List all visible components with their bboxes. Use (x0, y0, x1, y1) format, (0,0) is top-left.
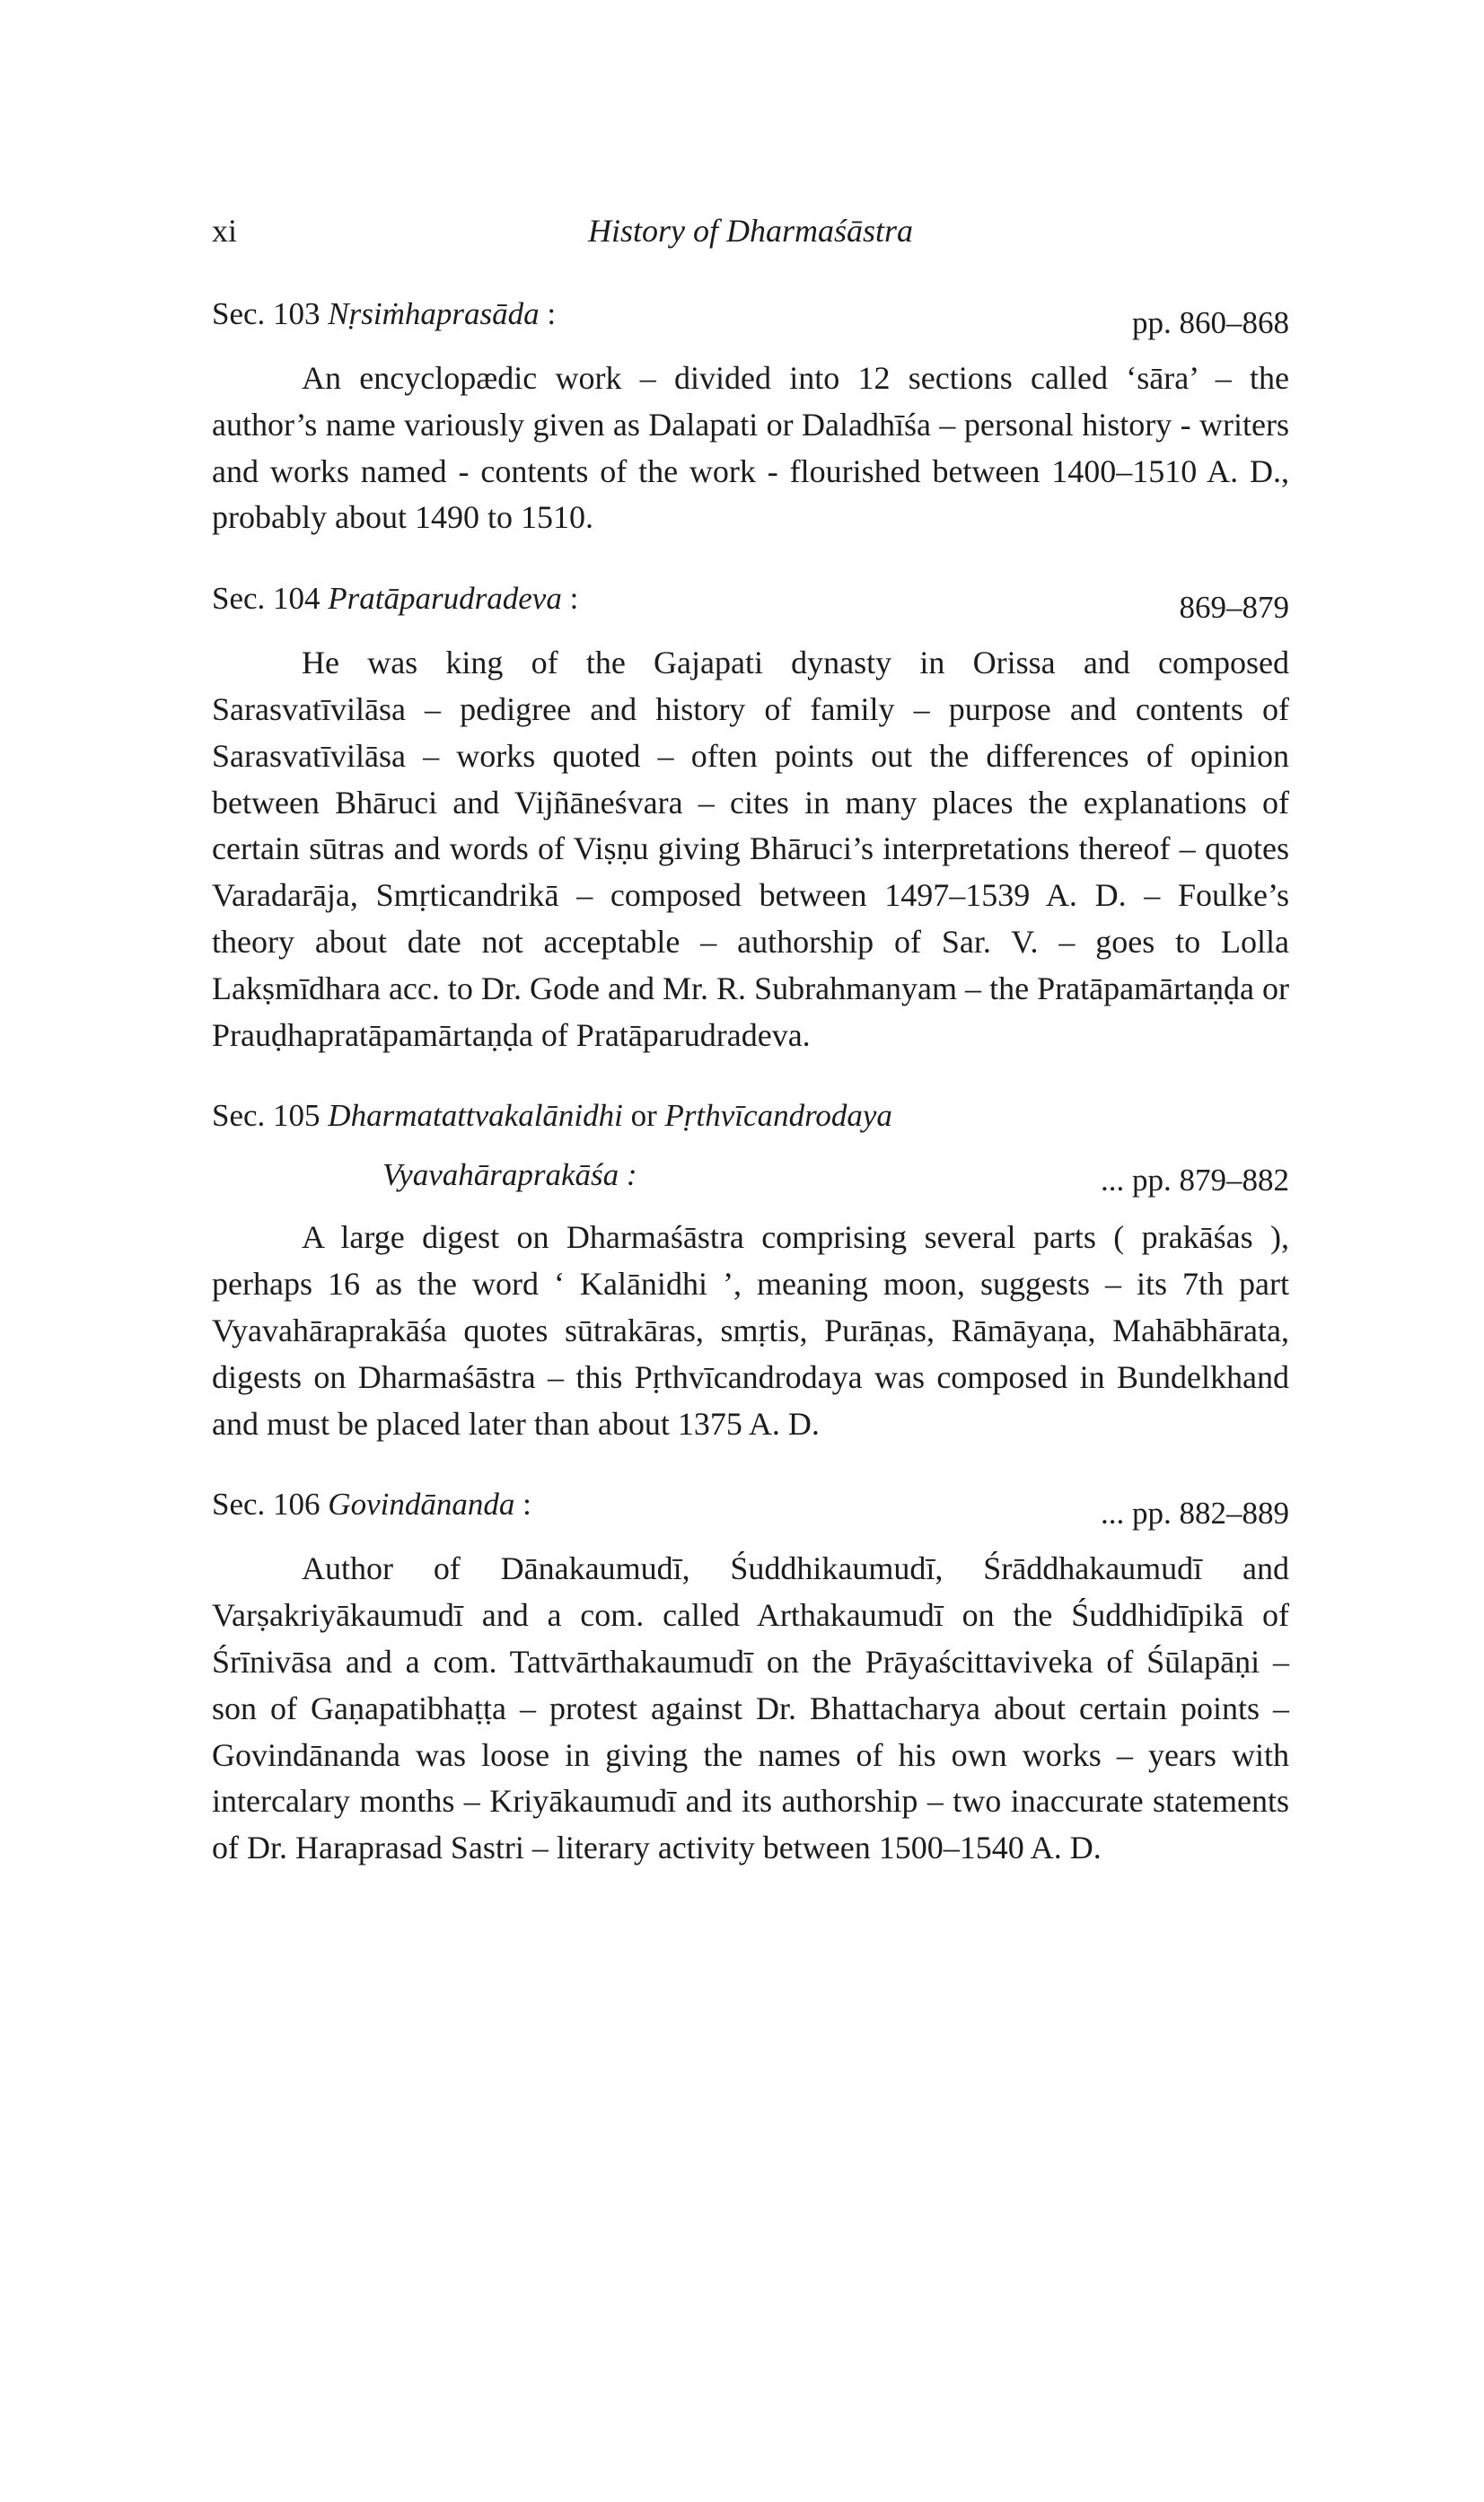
section-colon: : (522, 1487, 531, 1523)
section-summary: An encyclopædic work – divided into 12 sections called ‘sāra’ – the author’s name variously given as Dalapati or Daladhīśa – personal history - writers and works named - contents of the work - flourished between 1400–1510 A. D., probably about 1490 to 1510. (212, 360, 1289, 536)
running-head (212, 212, 1289, 266)
section-summary: Author of Dānakaumudī, Śuddhikaumudī, Śrāddhakaumudī and Varṣakriyākaumudī and a com. called Arthakaumudī on the Śuddhidīpikā of Śrīnivāsa and a com. Tattvārthakaumudī on the Prāyaścittaviveka of Śūlapāṇi – son of Gaṇapatibhaṭṭa – protest against Dr. Bhattacharya about certain points – Govindānanda was loose in giving the names of his own works – years with intercalary months – Kriyākaumudī and its authorship – two inaccurate statements of Dr. Haraprasad Sastri – literary activity between 1500–1540 A. D. (212, 1550, 1289, 1866)
section-heading (212, 1487, 1289, 1539)
section-colon: : (626, 1157, 637, 1193)
section-title: Nṛsiṁhaprasāda (328, 296, 540, 331)
section-heading-left (212, 296, 556, 332)
section-106 (212, 1487, 1289, 1872)
section-label: Sec. 106 (212, 1487, 321, 1523)
section-heading-left (212, 581, 578, 617)
section-pages: 869–879 (1179, 590, 1289, 626)
section-summary: A large digest on Dharmaśāstra comprising several parts ( prakāśas ), perhaps 16 as the word ‘ Kalānidhi ’, meaning moon, suggests – its 7th part Vyavahāraprakāśa quotes sūtrakāras, smṛtis, Purāṇas, Rāmāyaṇa, Mahābhārata, digests on Dharmaśāstra – this Pṛthvīcandrodaya was composed in Bundelkhand and must be placed later than about 1375 A. D. (212, 1219, 1289, 1442)
section-title: Dharmatattvakalānidhi (328, 1098, 623, 1134)
section-title-or: or (630, 1098, 657, 1134)
section-summary: He was king of the Gajapati dynasty in Orissa and composed Sarasvatīvilāsa – pedigree and history of family – purpose and contents of Sarasvatīvilāsa – works quoted – often points out the differences of opinion between Bhāruci and Vijñāneśvara – cites in many places the explanations of certain sūtras and words of Viṣṇu giving Bhāruci’s interpretations thereof – quotes Varadarāja, Smṛticandrikā – composed between 1497–1539 A. D. – Foulke’s theory about date not acceptable – authorship of Sar. V. – goes to Lolla Lakṣmīdhara acc. to Dr. Gode and Mr. R. Subrahmanyam – the Pratāpamārtaṇḍa or Prauḍhapratāpamārtaṇḍa of Pratāparudradeva. (212, 645, 1289, 1053)
page-content (212, 296, 1289, 1911)
section-heading-left (212, 1487, 531, 1523)
section-heading (212, 1098, 1289, 1150)
section-heading (212, 296, 1289, 348)
section-pages: pp. 860–868 (1132, 305, 1289, 340)
section-title-alt: Pṛthvīcandrodaya (664, 1098, 892, 1134)
section-label: Sec. 103 (212, 296, 321, 331)
section-103 (212, 296, 1289, 541)
running-title: History of Dharmaśāstra (587, 213, 914, 249)
section-title: Pratāparudradeva (328, 581, 562, 617)
section-105 (212, 1098, 1289, 1447)
section-104 (212, 581, 1289, 1058)
section-subheading (212, 1157, 1289, 1207)
section-title: Govindānanda (328, 1487, 515, 1523)
section-subtitle: Vyavahāraprakāśa (382, 1157, 619, 1193)
section-heading-left (212, 1098, 892, 1134)
section-heading (212, 581, 1289, 633)
section-label: Sec. 104 (212, 581, 321, 617)
section-subheading-left (382, 1157, 637, 1193)
page-number: xi (212, 213, 238, 249)
section-pages: ... pp. 879–882 (1101, 1163, 1289, 1198)
section-colon: : (569, 581, 579, 617)
section-pages: ... pp. 882–889 (1101, 1496, 1289, 1532)
section-label: Sec. 105 (212, 1098, 321, 1134)
section-colon: : (547, 296, 557, 331)
